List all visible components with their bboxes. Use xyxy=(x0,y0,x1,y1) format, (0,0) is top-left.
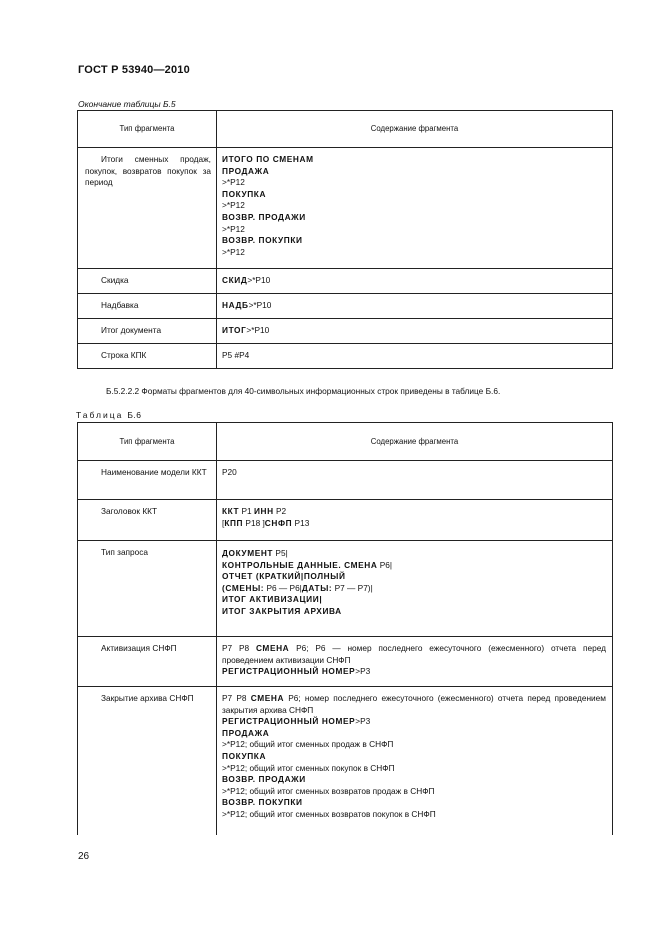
column-header-content: Содержание фрагмента xyxy=(217,423,613,461)
content-keyword: ИНН xyxy=(253,506,274,516)
document-header: ГОСТ Р 53940—2010 xyxy=(78,64,190,76)
column-header-type: Тип фрагмента xyxy=(78,111,217,148)
content-keyword: ККТ xyxy=(222,506,240,516)
table-row xyxy=(78,294,613,319)
content-line: ПРОДАЖА xyxy=(222,165,270,176)
fragment-type: Закрытие архива СНФП xyxy=(101,693,194,703)
content-params: P2 xyxy=(273,506,287,516)
content-params: [ xyxy=(222,517,225,528)
content-keyword: ПОКУПКА xyxy=(222,750,267,761)
fragment-type: Наименование модели ККТ xyxy=(101,467,207,477)
content-line: ВОЗВР. ПОКУПКИ xyxy=(222,235,303,246)
content-keyword: ДАТЫ: xyxy=(301,582,333,593)
content-keyword: ПРОДАЖА xyxy=(222,727,270,738)
content-params: P6; номер последнего ежесуточного (ежесменного) отчета перед проведением закрытия архива СНФП xyxy=(222,693,606,715)
table-row xyxy=(78,637,613,687)
fragment-content xyxy=(217,637,613,687)
fragment-type: Тип запроса xyxy=(101,547,149,557)
fragment-type: Надбавка xyxy=(101,300,139,310)
content-params: >*P10 xyxy=(248,300,272,310)
content-params: >*P12; общий итог сменных продаж в СНФП xyxy=(222,739,394,750)
caption-number: Б.6 xyxy=(127,410,142,420)
fragment-type: Итоги сменных продаж, покупок, возвратов покупок за период xyxy=(85,154,211,188)
content-params: >P3 xyxy=(355,716,371,727)
fragment-content xyxy=(217,541,613,637)
content-keyword: ДОКУМЕНТ xyxy=(222,548,274,558)
content-line: >*P12 xyxy=(222,177,245,188)
content-params: >*P12; общий итог сменных возвратов покупок в СНФП xyxy=(222,808,436,819)
content-params: P5| xyxy=(273,548,288,558)
content-line: >*P12 xyxy=(222,246,245,257)
content-params: P20 xyxy=(222,467,237,477)
content-params: P7 — P7)| xyxy=(332,582,373,593)
content-params: P13 xyxy=(292,517,310,528)
content-params: P6| xyxy=(377,559,393,570)
content-params: P6 — P6| xyxy=(264,582,302,593)
table-caption xyxy=(76,410,142,420)
content-params: >*P10 xyxy=(246,325,270,335)
table-row xyxy=(78,461,613,500)
table-caption: Окончание таблицы Б.5 xyxy=(78,99,176,109)
content-line: >*P12 xyxy=(222,223,245,234)
content-keyword: КОНТРОЛЬНЫЕ ДАННЫЕ. СМЕНА xyxy=(222,559,378,570)
content-keyword: СКИД xyxy=(222,275,248,285)
content-keyword: ОТЧЕТ (КРАТКИЙ|ПОЛНЫЙ xyxy=(222,571,346,582)
content-keyword: РЕГИСТРАЦИОННЫЙ НОМЕР xyxy=(222,666,356,677)
content-keyword: НАДБ xyxy=(222,300,249,310)
paragraph-b5-2-2-2: Б.5.2.2.2 Форматы фрагментов для 40-символьных информационных строк приведены в таблице Б.6. xyxy=(106,386,501,396)
content-keyword: СМЕНА xyxy=(255,643,290,653)
content-params: P6; P6 — номер последнего ежесуточного (ежесменного) отчета перед проведением активизации СНФП xyxy=(222,643,606,665)
fragment-type: Скидка xyxy=(101,275,129,285)
content-keyword: ИТОГ ЗАКРЫТИЯ АРХИВА xyxy=(222,605,342,616)
fragment-content xyxy=(217,148,613,269)
table-row xyxy=(78,148,613,269)
page-number: 26 xyxy=(78,851,90,862)
column-header-content: Содержание фрагмента xyxy=(217,111,613,148)
content-keyword: ВОЗВР. ПРОДАЖИ xyxy=(222,774,306,785)
table-row xyxy=(78,541,613,637)
content-keyword: (СМЕНЫ: xyxy=(222,582,265,593)
table-row xyxy=(78,687,613,835)
content-params: P7 P8 xyxy=(222,693,251,703)
content-line: ВОЗВР. ПРОДАЖИ xyxy=(222,211,306,222)
table-row xyxy=(78,269,613,294)
table-b6 xyxy=(77,422,613,835)
fragment-type: Строка КПК xyxy=(101,350,147,360)
content-params: >*P10 xyxy=(247,275,271,285)
content-params: >*P12; общий итог сменных возвратов продаж в СНФП xyxy=(222,785,435,796)
table-row xyxy=(78,344,613,369)
content-params: P7 P8 xyxy=(222,643,256,653)
table-row xyxy=(78,319,613,344)
content-params: P5 #P4 xyxy=(222,350,250,360)
table-b5-end xyxy=(77,110,613,369)
fragment-content xyxy=(217,500,613,541)
fragment-type: Заголовок ККТ xyxy=(101,506,158,516)
content-params: >*P12; общий итог сменных покупок в СНФП xyxy=(222,762,395,773)
table-row xyxy=(78,500,613,541)
content-line: ПОКУПКА xyxy=(222,188,267,199)
content-params: P18 ] xyxy=(243,517,265,528)
fragment-type: Активизация СНФП xyxy=(101,643,177,653)
caption-word: Таблица xyxy=(76,410,124,420)
content-keyword: КПП xyxy=(224,517,244,528)
content-keyword: СМЕНА xyxy=(250,693,285,703)
content-keyword: ИТОГ xyxy=(222,325,247,335)
fragment-content xyxy=(217,687,613,835)
content-line: >*P12 xyxy=(222,200,245,211)
content-line: ИТОГО ПО СМЕНАМ xyxy=(222,154,314,164)
fragment-type: Итог документа xyxy=(101,325,162,335)
content-params: P1 xyxy=(239,506,254,516)
content-params: >P3 xyxy=(355,666,371,677)
content-keyword: ВОЗВР. ПОКУПКИ xyxy=(222,797,303,808)
content-keyword: РЕГИСТРАЦИОННЫЙ НОМЕР xyxy=(222,716,356,727)
column-header-type: Тип фрагмента xyxy=(78,423,217,461)
content-keyword: ИТОГ АКТИВИЗАЦИИ| xyxy=(222,594,323,605)
content-keyword: СНФП xyxy=(264,517,293,528)
